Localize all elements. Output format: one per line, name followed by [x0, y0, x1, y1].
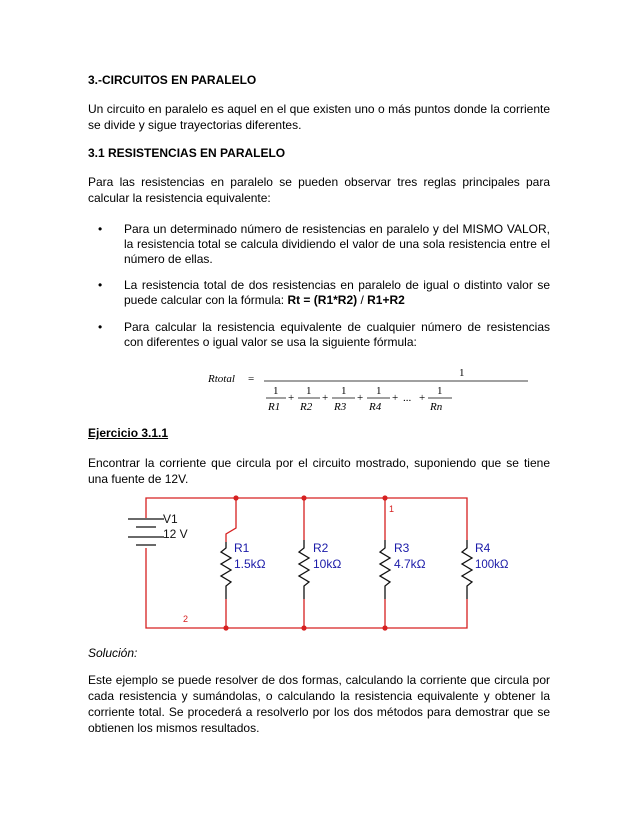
- junction-dot: [223, 625, 228, 630]
- node-label-bottom: 2: [183, 614, 189, 624]
- plus-sign: +: [392, 392, 399, 404]
- resistor-r4: [462, 540, 472, 599]
- bullet-symbol: •: [98, 278, 103, 292]
- section-3-1-intro: Para las resistencias en paralelo se pueden observar tres reglas principales para calcular la resistencia equivalente:: [88, 175, 550, 205]
- rule-text: Para un determinado número de resistencias en paralelo y del MISMO VALOR, la resistencia total se calcula dividiendo el valor de una sola resistencia entre el número de ellas.: [124, 222, 550, 266]
- r1-name: R1: [234, 541, 250, 555]
- plus-sign: +: [357, 392, 364, 404]
- resistor-zigzags: [221, 540, 472, 599]
- circuit-junctions: [223, 495, 387, 630]
- bullet-symbol: •: [98, 222, 103, 236]
- junction-dot: [301, 625, 306, 630]
- junction-dot: [382, 495, 387, 500]
- exercise-text: Encontrar la corriente que circula por el circuito mostrado, suponiendo que se tiene una fuente de 12V.: [88, 456, 550, 486]
- plus-sign: +: [419, 392, 426, 404]
- formula-lhs: Rtotal: [208, 373, 235, 385]
- term-one: 1: [341, 385, 347, 397]
- rule-text: Para calcular la resistencia equivalente de cualquier número de resistencias con diferentes o igual valor se usa la siguiente fórmula:: [124, 320, 550, 349]
- solution-title: Solución:: [88, 646, 138, 660]
- junction-dot: [301, 495, 306, 500]
- r4-name: R4: [475, 541, 491, 555]
- rtotal-formula: [208, 367, 528, 415]
- ellipsis: ...: [403, 392, 412, 404]
- resistor-r2: [299, 540, 309, 599]
- source-name: V1: [163, 512, 178, 526]
- battery-symbol: [128, 519, 164, 545]
- plus-sign: +: [322, 392, 329, 404]
- rule-text: [124, 278, 550, 308]
- r3-value: 4.7kΩ: [394, 557, 426, 571]
- formula-numerator: 1: [459, 367, 465, 379]
- term-one: 1: [376, 385, 382, 397]
- r4-value: 100kΩ: [475, 559, 509, 571]
- rule-text-body: La resistencia total de dos resistencias en paralelo de igual o distinto valor se puede calcular con la fórmula:: [124, 278, 550, 307]
- r2-value: 10kΩ: [313, 557, 342, 571]
- term-denominator: R1: [268, 401, 281, 413]
- term-denominator: R3: [334, 401, 347, 413]
- term-one: 1: [306, 385, 312, 397]
- r3-name: R3: [394, 541, 410, 555]
- section-3-intro: Un circuito en paralelo es aquel en el que existen uno o más puntos donde la corriente se divide y sigue trayectorias diferentes.: [88, 102, 550, 132]
- junction-dot: [233, 495, 238, 500]
- term-one: 1: [273, 385, 279, 397]
- plus-sign: +: [288, 392, 295, 404]
- term-denominator: R4: [369, 401, 382, 413]
- source-value: 12 V: [163, 527, 188, 541]
- formula-rt-numerator: Rt = (R1*R2): [287, 293, 358, 307]
- node-label-top: 1: [389, 504, 395, 514]
- section-3-1-title: 3.1 RESISTENCIAS EN PARALELO: [88, 146, 286, 160]
- resistor-r1: [221, 542, 231, 599]
- term-one: 1: [437, 385, 443, 397]
- formula-rt-separator: /: [357, 293, 368, 307]
- r1-value: 1.5kΩ: [234, 557, 266, 571]
- circuit-wires: [146, 498, 467, 628]
- solution-text: Este ejemplo se puede resolver de dos formas, calculando la corriente que circula por cada resistencia y sumándolas, o calculando la resistencia equivalente y obtener la corriente total. Se procederá a resolverlo por los dos métodos para demostrar que se obtienen los mismos resultados.: [88, 673, 550, 735]
- formula-equals: =: [248, 373, 255, 385]
- section-3-title: 3.-CIRCUITOS EN PARALELO: [88, 73, 257, 87]
- exercise-title: Ejercicio 3.1.1: [88, 426, 169, 440]
- term-denominator: Rn: [430, 401, 443, 413]
- resistor-r3: [380, 540, 390, 599]
- r2-name: R2: [313, 541, 329, 555]
- bullet-symbol: •: [98, 320, 103, 334]
- junction-dot: [382, 625, 387, 630]
- formula-rt-denominator: R1+R2: [367, 293, 405, 307]
- term-denominator: R2: [300, 401, 313, 413]
